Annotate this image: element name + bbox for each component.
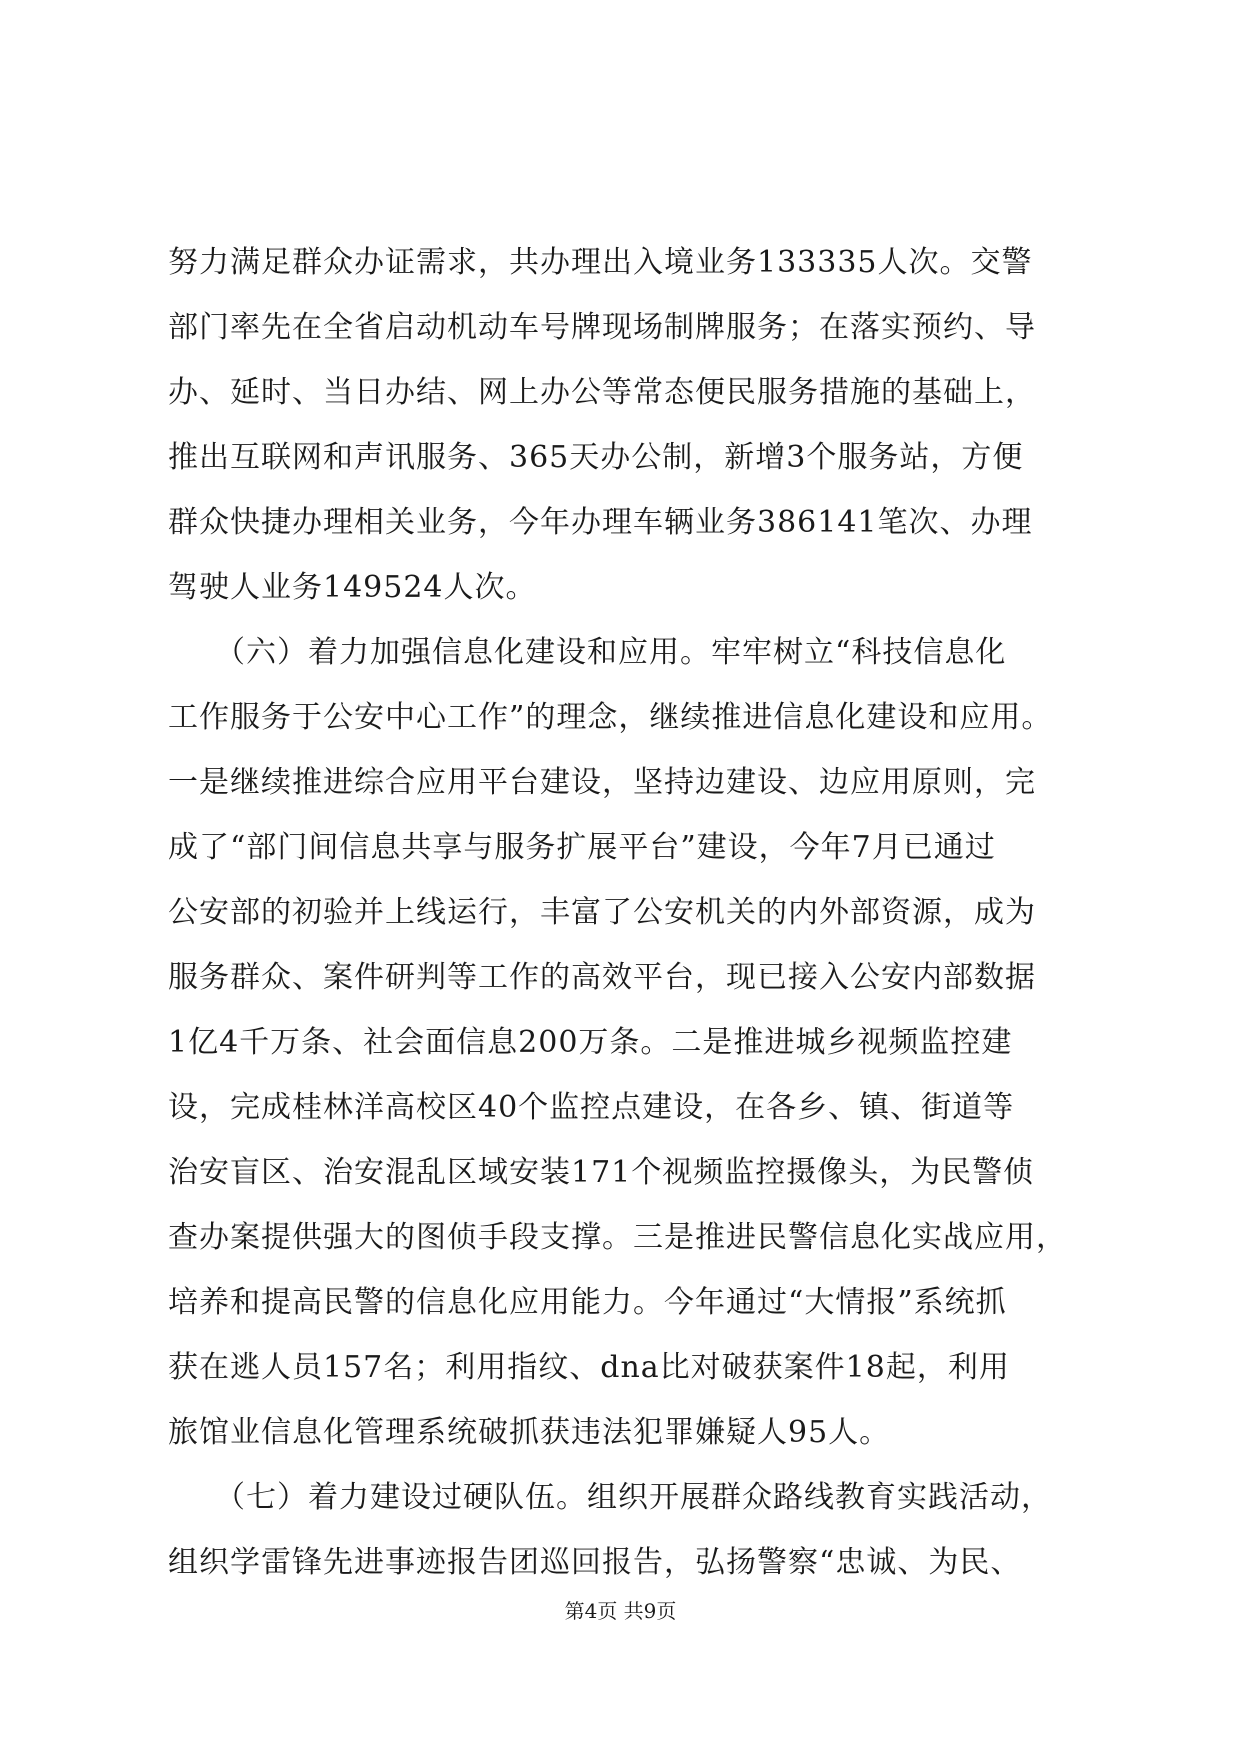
text-line: 服务群众、案件研判等工作的高效平台，现已接入公安内部数据 bbox=[168, 960, 1036, 995]
text-line: 推出互联网和声讯服务、365天办公制，新增3个服务站，方便 bbox=[168, 440, 1024, 475]
text-line: 设，完成桂林洋高校区40个监控点建设，在各乡、镇、街道等 bbox=[168, 1090, 1015, 1125]
text-line: 治安盲区、治安混乱区域安装171个视频监控摄像头，为民警侦 bbox=[168, 1155, 1035, 1190]
text-line: 一是继续推进综合应用平台建设，坚持边建设、边应用原则，完 bbox=[168, 765, 1036, 800]
text-line: 培养和提高民警的信息化应用能力。今年通过“大情报”系统抓 bbox=[168, 1285, 1007, 1320]
text-line: 获在逃人员157名；利用指纹、dna比对破获案件18起，利用 bbox=[168, 1350, 1010, 1385]
text-line: 组织学雷锋先进事迹报告团巡回报告，弘扬警察“忠诚、为民、 bbox=[168, 1545, 1022, 1580]
page-number-footer: 第4页 共9页 bbox=[564, 1599, 677, 1623]
text-line: 1亿4千万条、社会面信息200万条。二是推进城乡视频监控建 bbox=[168, 1025, 1013, 1060]
text-line: 旅馆业信息化管理系统破抓获违法犯罪嫌疑人95人。 bbox=[168, 1415, 891, 1450]
text-line: 群众快捷办理相关业务，今年办理车辆业务386141笔次、办理 bbox=[168, 505, 1033, 540]
text-line: （六）着力加强信息化建设和应用。牢牢树立“科技信息化 bbox=[168, 635, 1007, 670]
text-line: 部门率先在全省启动机动车号牌现场制牌服务；在落实预约、导 bbox=[168, 310, 1036, 345]
text-line: 驾驶人业务149524人次。 bbox=[168, 570, 537, 605]
text-line: 成了“部门间信息共享与服务扩展平台”建设，今年7月已通过 bbox=[168, 830, 996, 865]
text-line: （七）着力建设过硬队伍。组织开展群众路线教育实践活动， bbox=[168, 1480, 1052, 1515]
document-body bbox=[168, 230, 1088, 1595]
text-line: 努力满足群众办证需求，共办理出入境业务133335人次。交警 bbox=[168, 245, 1033, 280]
text-line: 办、延时、当日办结、网上办公等常态便民服务措施的基础上， bbox=[168, 375, 1036, 410]
text-line: 查办案提供强大的图侦手段支撑。三是推进民警信息化实战应用， bbox=[168, 1220, 1067, 1255]
text-line: 公安部的初验并上线运行，丰富了公安机关的内外部资源，成为 bbox=[168, 895, 1036, 930]
text-line: 工作服务于公安中心工作”的理念，继续推进信息化建设和应用。 bbox=[168, 700, 1053, 735]
